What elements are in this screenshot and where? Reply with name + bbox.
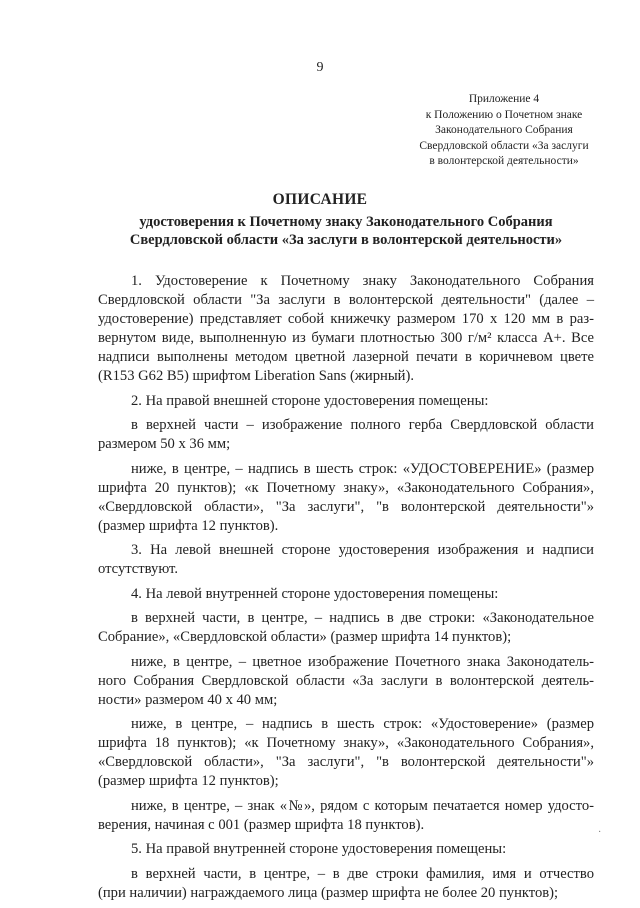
paragraph-line: 4. На левой внутренней стороне удостоверения помещены: [131,585,499,602]
paragraph-line: вернутом виде, выполненную из бумаги плотностью 300 г/м² класса А+. Все [98,330,594,346]
paragraph-line: в верхней части – изображение полного герба Свердловской области [131,417,594,433]
paragraph-line: размером 50 х 36 мм; [98,436,231,452]
paragraph-line: Свердловской области "За заслуги в волонтерской деятельности" (далее – [98,292,594,308]
paragraph-line: 5. На правой внутренней стороне удостоверения помещены: [131,841,507,857]
scan-mark-dot: · [598,827,602,838]
paragraph [98,272,594,386]
paragraph-line: 1. Удостоверение к Почетному знаку Законодательного Собрания [131,273,594,289]
paragraph [98,797,594,835]
document-title: ОПИСАНИЕ [272,191,368,208]
paragraph-line: Собрание», «Свердловской области» (размер шрифта 14 пунктов); [98,629,512,645]
document-subtitle [0,213,640,249]
paragraph [98,416,594,454]
appendix-line: к Положению о Почетном знаке [425,108,583,121]
paragraph [98,715,594,791]
paragraph-line: надписи выполнены методом цветной лазерной печати в коричневом цвете [98,349,594,365]
paragraph-line: ного Собрания Свердловской области «За заслуги в волонтерской деятель- [98,672,594,689]
paragraph-line: 2. На правой внешней стороне удостоверения помещены: [131,392,489,409]
paragraph-line: (R153 G62 B5) шрифтом Liberation Sans (жирный). [98,368,414,384]
paragraph-line: ниже, в центре, – надпись в шесть строк: «УДОСТОВЕРЕНИЕ» (размер [131,460,594,477]
paragraph-line: ниже, в центре, – цветное изображение Почетного знака Законодатель- [131,653,594,670]
paragraph-line: удостоверение) представляет собой книжечку размером 170 х 120 мм в раз- [98,311,594,327]
paragraph-line: шрифта 20 пунктов); «к Почетному знаку», «Законодательного Собрания», [98,479,594,496]
paragraph [98,609,594,647]
subtitle-line: удостоверения к Почетному знаку Законодательного Собрания [139,214,553,230]
paragraph [98,392,594,411]
paragraph-line: (размер шрифта 12 пунктов); [98,773,279,789]
document-body [98,272,594,908]
page-number: 9 [316,60,324,75]
paragraph-line: в верхней части, в центре, – в две строки фамилия, имя и отчество [131,865,594,882]
paragraph-line: ниже, в центре, – надпись в шесть строк: «Удостоверение» (размер [131,716,594,732]
paragraph-line: ниже, в центре, – знак «№», рядом с которым печатается номер удосто- [131,797,594,814]
paragraph-line: «Свердловской области», "За заслуги", "в волонтерской деятельности"» [98,498,594,515]
paragraph [98,460,594,536]
appendix-reference [392,92,616,170]
paragraph-line: в верхней части, в центре, – надпись в две строки: «Законодательное [131,610,594,626]
subtitle-line: Свердловской области «За заслуги в волонтерской деятельности» [129,232,563,248]
appendix-line: Свердловской области «За заслуги [419,139,589,152]
paragraph [98,653,594,710]
paragraph [98,541,594,579]
paragraph-line: шрифта 18 пунктов); «к Почетному знаку», «Законодательного Собрания», [98,735,594,751]
paragraph-line: ности» размером 40 х 40 мм; [98,691,278,708]
appendix-line: Законодательного Собрания [435,124,573,136]
paragraph-line: «Свердловской области», "За заслуги", "в волонтерской деятельности"» [98,754,594,770]
paragraph [98,585,594,604]
appendix-line: Приложение 4 [468,93,540,105]
paragraph [98,865,594,903]
paragraph-line: (размер шрифта 12 пунктов). [98,517,279,534]
paragraph-line: 3. На левой внешней стороне удостоверения изображения и надписи [131,542,594,558]
paragraph [98,840,594,859]
paragraph-line: отсутствуют. [98,561,178,577]
paragraph-line: верения, начиная с 001 (размер шрифта 18 пунктов). [98,816,425,833]
appendix-line: в волонтерской деятельности» [429,155,579,167]
paragraph-line: (при наличии) награждаемого лица (размер шрифта не более 20 пунктов); [98,884,559,901]
